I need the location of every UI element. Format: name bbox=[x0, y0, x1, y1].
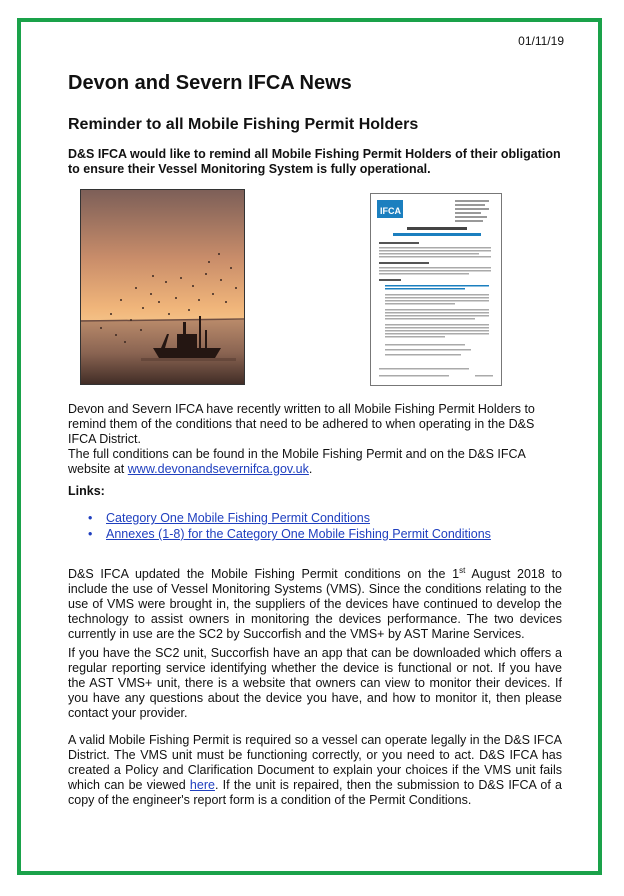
policy-document-link[interactable]: here bbox=[189, 778, 215, 792]
fishing-boat-photo bbox=[80, 189, 245, 385]
intro-paragraph: Devon and Severn IFCA have recently written to all Mobile Fishing Permit Holders to remind them of the conditions that need to be adhered to when operating in the D&S IFCA District. bbox=[68, 402, 535, 446]
conditions-paragraph bbox=[68, 447, 562, 477]
svg-text:IFCA: IFCA bbox=[380, 206, 401, 216]
conditions-end: . bbox=[308, 462, 313, 476]
website-link[interactable]: www.devonandsevernifca.gov.uk bbox=[127, 462, 309, 476]
list-item bbox=[88, 510, 491, 526]
device-monitoring-paragraph: If you have the SC2 unit, Succorfish have an app that can be downloaded which offers a regular reporting service identifying whether the device is functional or not. If you have the AST VMS+ unit, there is a website that owners can view to monitor their devices. If you have any questions about the device you have, and how to monitor it, then please contact your provider. bbox=[68, 646, 562, 720]
category-one-conditions-link[interactable]: Category One Mobile Fishing Permit Conditions bbox=[106, 511, 371, 525]
permit-text-a: A valid Mobile Fishing Permit is required so a vessel can operate legally in the D&S IFCA District. The VMS unit must be functioning correctly, or you need to act. D&S IFCA has created a Policy and Clarification Document to explain your choices if the VMS unit fails which can be viewed bbox=[68, 733, 562, 792]
links-heading: Links: bbox=[68, 484, 105, 498]
list-item bbox=[88, 526, 491, 542]
annexes-link[interactable]: Annexes (1-8) for the Category One Mobile Fishing Permit Conditions bbox=[106, 527, 491, 541]
bullet-icon: • bbox=[88, 511, 93, 525]
date: 01/11/19 bbox=[518, 34, 564, 48]
vms-update-text-b: August 2018 to include the use of Vessel Monitoring Systems (VMS). Since the conditions relating to the use of VMS were brought in, the suppliers of the devices have continued to develop the technology to assist owners in monitoring the devices performance. The two devices currently in use are the SC2 by Succorfish and the VMS+ by AST Marine Services. bbox=[68, 567, 562, 641]
page-title: Devon and Severn IFCA News bbox=[68, 72, 352, 94]
conditions-text: The full conditions can be found in the Mobile Fishing Permit and on the D&S IFCA website at bbox=[68, 447, 526, 476]
vms-update-text-a: D&S IFCA updated the Mobile Fishing Permit conditions on the 1 bbox=[68, 567, 460, 581]
permit-validity-paragraph bbox=[68, 733, 562, 808]
ordinal-suffix: st bbox=[459, 565, 466, 575]
lead-paragraph: D&S IFCA would like to remind all Mobile Fishing Permit Holders of their obligation to ensure their Vessel Monitoring System is fully operational. bbox=[68, 147, 561, 176]
permit-text-b: . If the unit is repaired, then the submission to D&S IFCA of a copy of the engineer's report form is a condition of the Permit Conditions. bbox=[68, 778, 562, 807]
bullet-icon: • bbox=[88, 527, 93, 541]
links-list bbox=[88, 510, 491, 542]
article-subtitle: Reminder to all Mobile Fishing Permit Holders bbox=[68, 116, 419, 133]
vms-update-paragraph bbox=[68, 567, 562, 642]
policy-document-thumbnail bbox=[370, 193, 502, 386]
